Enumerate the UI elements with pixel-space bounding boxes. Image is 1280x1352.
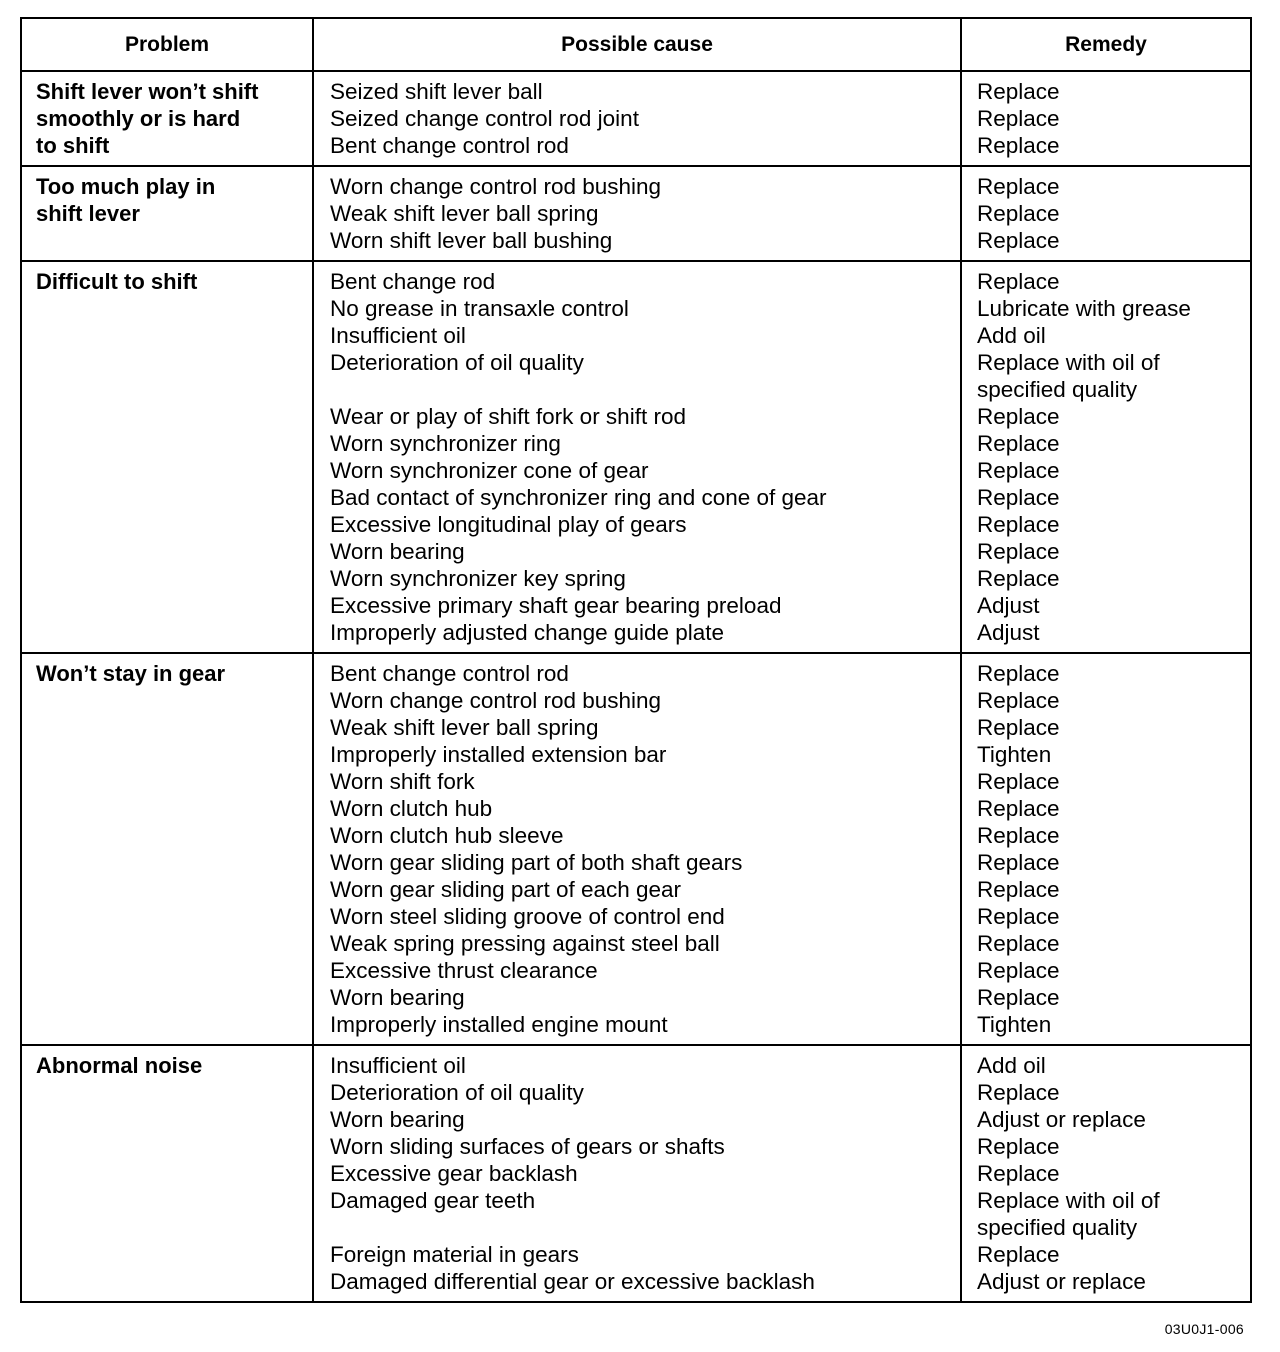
table-body (21, 71, 1251, 1302)
table-row (21, 166, 1251, 261)
remedy-line: Replace (977, 404, 1060, 429)
cause-line: Worn gear sliding part of both shaft gears (330, 850, 743, 875)
problem-text: shift lever (36, 201, 140, 226)
remedy-line: Replace with oil of (977, 1188, 1160, 1213)
remedy-line: Replace (977, 485, 1060, 510)
possible-cause-cell (313, 166, 961, 261)
remedy-cell (961, 166, 1251, 261)
remedy-line: specified quality (977, 377, 1138, 402)
remedy-line: Add oil (977, 1053, 1046, 1078)
remedy-line: Replace (977, 769, 1060, 794)
cause-line: Deterioration of oil quality (330, 350, 584, 375)
cause-line: Excessive primary shaft gear bearing preload (330, 593, 782, 618)
cause-line: Improperly installed extension bar (330, 742, 667, 767)
remedy-line: Replace (977, 1134, 1060, 1159)
header-remedy: Remedy (961, 18, 1251, 71)
remedy-line: Replace (977, 985, 1060, 1010)
problem-text: Shift lever won’t shift (36, 79, 259, 104)
remedy-line: Replace (977, 823, 1060, 848)
table-row (21, 1045, 1251, 1302)
cause-line: Worn synchronizer ring (330, 431, 561, 456)
remedy-line: Add oil (977, 323, 1046, 348)
cause-line: Weak spring pressing against steel ball (330, 931, 720, 956)
remedy-line: Replace (977, 715, 1060, 740)
remedy-line: Replace with oil of (977, 350, 1160, 375)
remedy-cell (961, 71, 1251, 166)
remedy-line: Replace (977, 431, 1060, 456)
remedy-line: Replace (977, 201, 1060, 226)
cause-line: Worn shift fork (330, 769, 475, 794)
cause-line: Worn bearing (330, 1107, 465, 1132)
problem-text: Difficult to shift (36, 269, 198, 294)
possible-cause-cell (313, 71, 961, 166)
possible-cause-cell (313, 1045, 961, 1302)
cause-line: Worn change control rod bushing (330, 174, 662, 199)
problem-cell (21, 71, 313, 166)
cause-line: Worn synchronizer cone of gear (330, 458, 649, 483)
possible-cause-cell (313, 653, 961, 1045)
cause-line: Worn gear sliding part of each gear (330, 877, 682, 902)
remedy-line: Replace (977, 850, 1060, 875)
cause-line: Insufficient oil (330, 323, 466, 348)
remedy-line: Replace (977, 174, 1060, 199)
cause-line (330, 1214, 952, 1241)
remedy-line: Replace (977, 904, 1060, 929)
problem-cell (21, 261, 313, 653)
possible-cause-cell (313, 261, 961, 653)
problem-text: to shift (36, 133, 110, 158)
cause-line: Excessive gear backlash (330, 1161, 578, 1186)
problem-text: smoothly or is hard (36, 106, 241, 131)
header-problem: Problem (21, 18, 313, 71)
cause-line: Weak shift lever ball spring (330, 201, 599, 226)
problem-text: Too much play in (36, 174, 216, 199)
remedy-line: specified quality (977, 1215, 1138, 1240)
remedy-line: Replace (977, 1080, 1060, 1105)
problem-cell (21, 1045, 313, 1302)
remedy-cell (961, 261, 1251, 653)
cause-line: Wear or play of shift fork or shift rod (330, 404, 686, 429)
cause-line: Bent change control rod (330, 133, 569, 158)
header-possible-cause: Possible cause (313, 18, 961, 71)
remedy-line: Replace (977, 931, 1060, 956)
remedy-line: Adjust (977, 593, 1040, 618)
remedy-line: Replace (977, 661, 1060, 686)
cause-line: Foreign material in gears (330, 1242, 579, 1267)
remedy-line: Adjust (977, 620, 1040, 645)
cause-line: Bad contact of synchronizer ring and cone of gear (330, 485, 827, 510)
cause-line: No grease in transaxle control (330, 296, 629, 321)
cause-line: Insufficient oil (330, 1053, 466, 1078)
remedy-line: Replace (977, 877, 1060, 902)
troubleshooting-table-container (20, 17, 1250, 1303)
cause-line: Damaged differential gear or excessive backlash (330, 1269, 815, 1294)
cause-line: Seized change control rod joint (330, 106, 639, 131)
table-row (21, 653, 1251, 1045)
cause-line: Worn change control rod bushing (330, 688, 662, 713)
remedy-line: Replace (977, 566, 1060, 591)
remedy-line: Replace (977, 79, 1060, 104)
remedy-line: Replace (977, 228, 1060, 253)
remedy-line: Replace (977, 688, 1060, 713)
cause-line: Worn synchronizer key spring (330, 566, 626, 591)
remedy-line: Replace (977, 539, 1060, 564)
problem-cell (21, 653, 313, 1045)
cause-line: Worn clutch hub (330, 796, 493, 821)
remedy-line: Replace (977, 1242, 1060, 1267)
cause-line: Improperly installed engine mount (330, 1012, 668, 1037)
cause-line: Improperly adjusted change guide plate (330, 620, 725, 645)
cause-line: Excessive thrust clearance (330, 958, 598, 983)
cause-line: Damaged gear teeth (330, 1188, 536, 1213)
cause-line: Worn sliding surfaces of gears or shafts (330, 1134, 725, 1159)
cause-line (330, 376, 952, 403)
figure-code: 03U0J1-006 (1164, 1321, 1244, 1337)
remedy-cell (961, 1045, 1251, 1302)
cause-line: Excessive longitudinal play of gears (330, 512, 687, 537)
table-row (21, 261, 1251, 653)
remedy-line: Lubricate with grease (977, 296, 1191, 321)
table-header-row (21, 18, 1251, 71)
remedy-line: Replace (977, 269, 1060, 294)
remedy-line: Tighten (977, 742, 1052, 767)
remedy-cell (961, 653, 1251, 1045)
cause-line: Bent change control rod (330, 661, 569, 686)
cause-line: Bent change rod (330, 269, 496, 294)
remedy-line: Replace (977, 958, 1060, 983)
remedy-line: Replace (977, 1161, 1060, 1186)
cause-line: Worn clutch hub sleeve (330, 823, 564, 848)
problem-text: Abnormal noise (36, 1053, 203, 1078)
remedy-line: Replace (977, 796, 1060, 821)
remedy-line: Replace (977, 458, 1060, 483)
cause-line: Weak shift lever ball spring (330, 715, 599, 740)
table-row (21, 71, 1251, 166)
remedy-line: Replace (977, 512, 1060, 537)
cause-line: Seized shift lever ball (330, 79, 543, 104)
cause-line: Worn steel sliding groove of control end (330, 904, 725, 929)
cause-line: Worn bearing (330, 539, 465, 564)
remedy-line: Replace (977, 133, 1060, 158)
troubleshooting-table (20, 17, 1252, 1303)
remedy-line: Replace (977, 106, 1060, 131)
remedy-line: Adjust or replace (977, 1269, 1146, 1294)
cause-line: Deterioration of oil quality (330, 1080, 584, 1105)
remedy-line: Adjust or replace (977, 1107, 1146, 1132)
cause-line: Worn shift lever ball bushing (330, 228, 613, 253)
problem-cell (21, 166, 313, 261)
remedy-line: Tighten (977, 1012, 1052, 1037)
problem-text: Won’t stay in gear (36, 661, 226, 686)
cause-line: Worn bearing (330, 985, 465, 1010)
